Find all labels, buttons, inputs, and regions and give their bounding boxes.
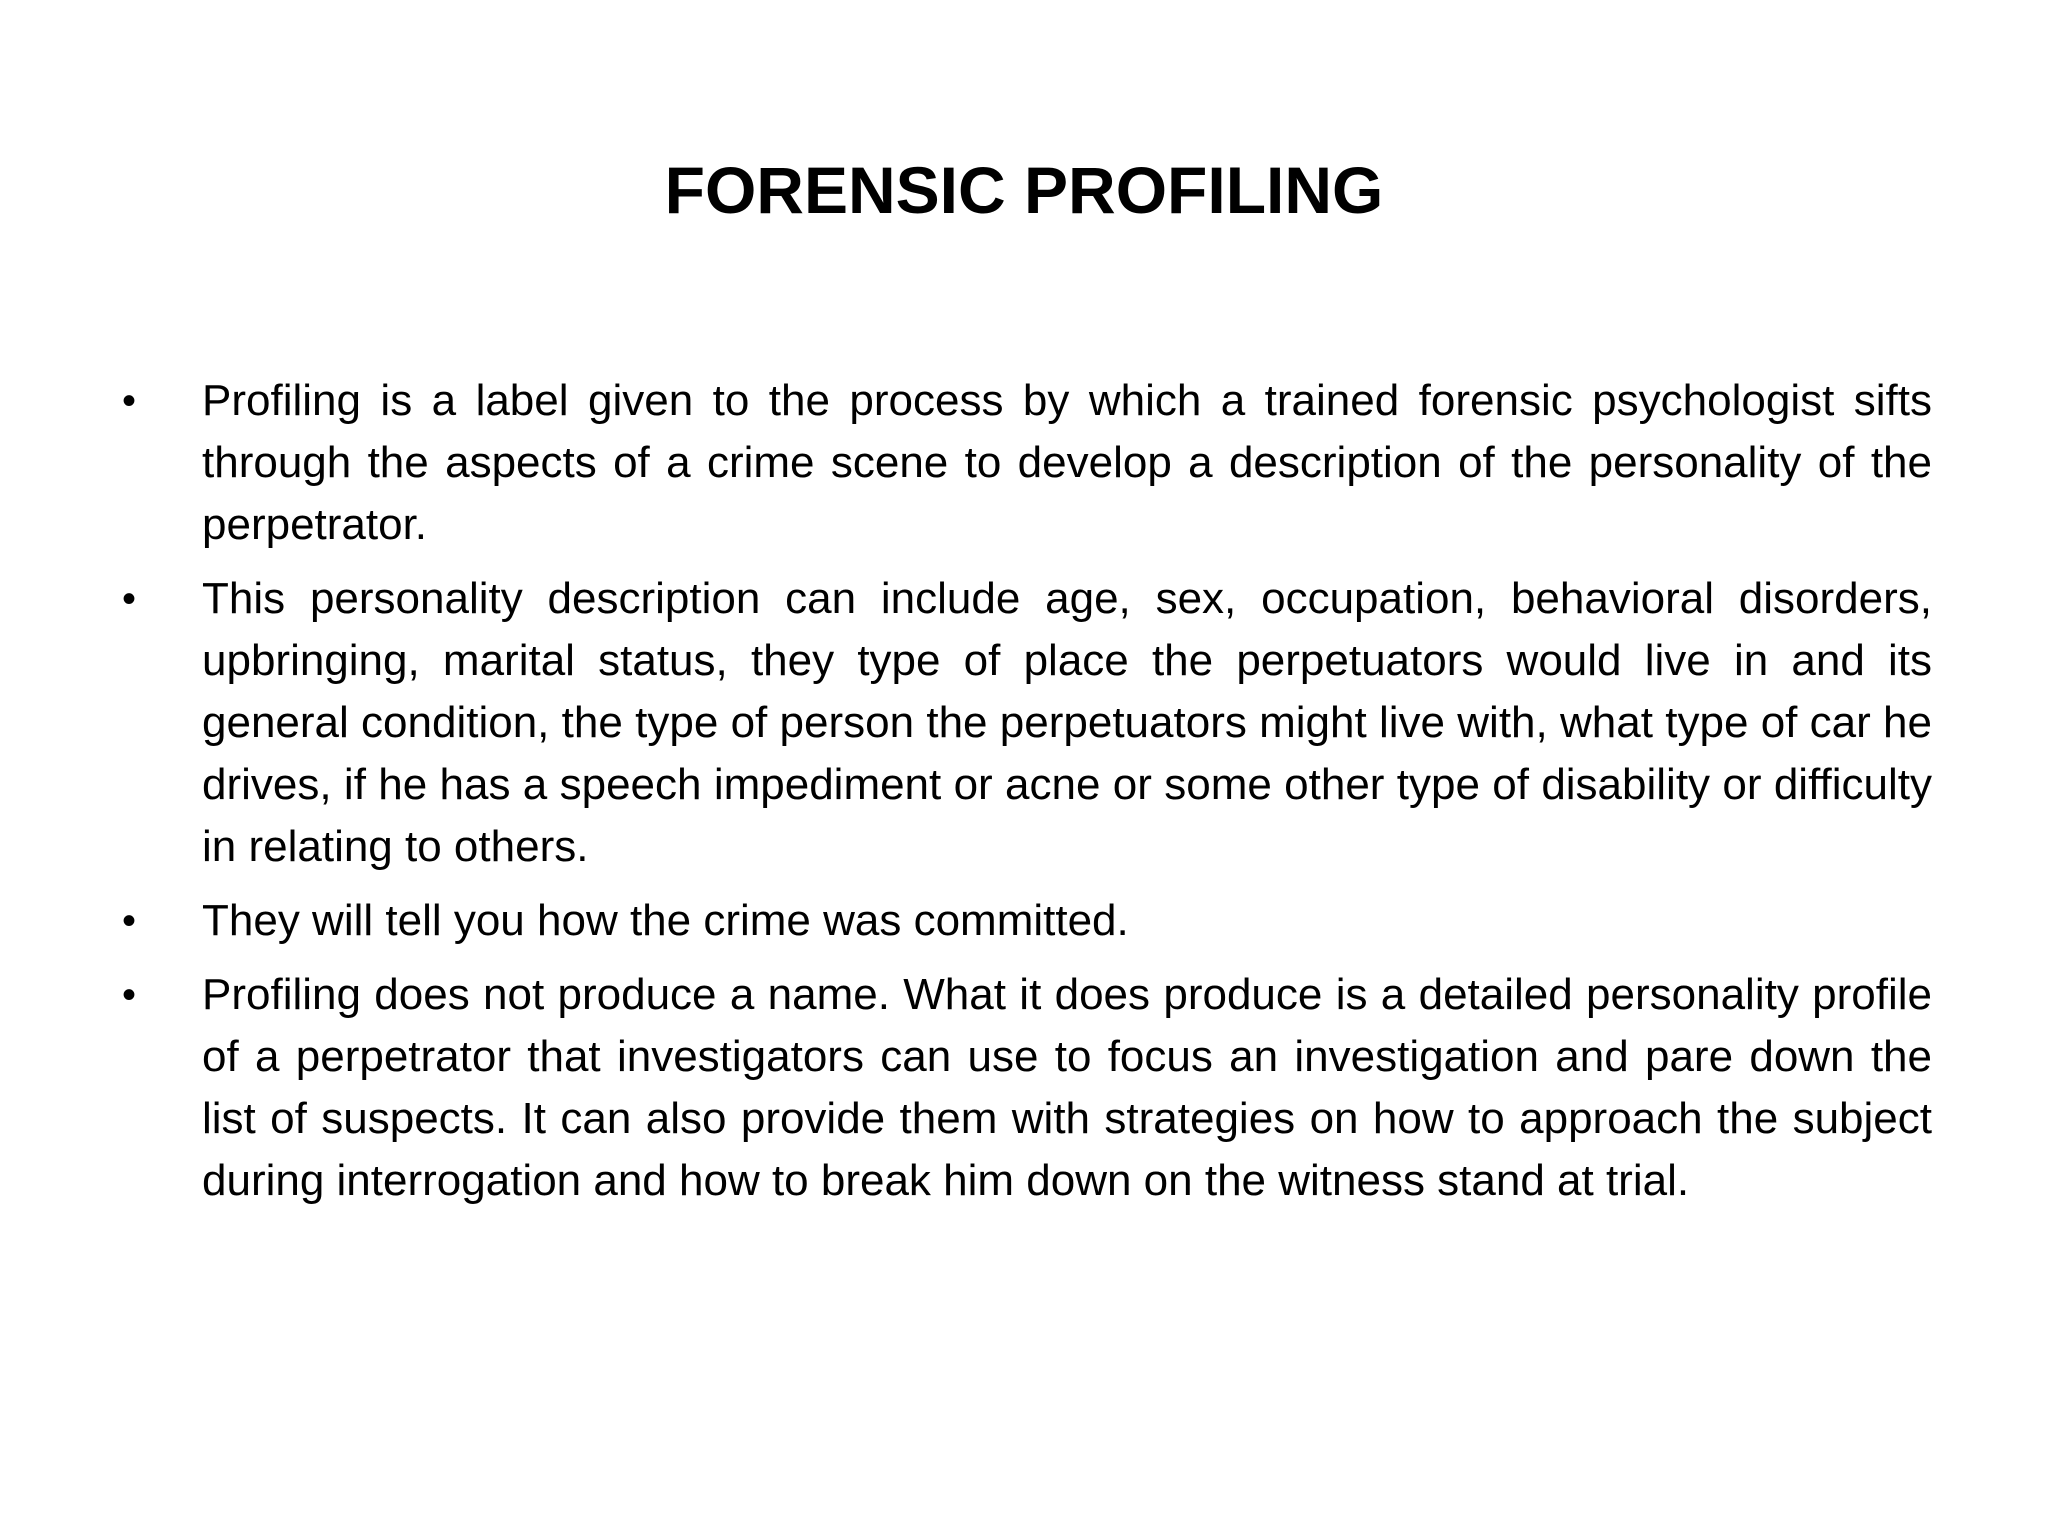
bullet-list xyxy=(122,370,1932,1224)
bullet-icon: • xyxy=(122,973,137,1017)
bullet-icon: • xyxy=(122,379,137,423)
bullet-item xyxy=(122,568,1932,878)
bullet-icon: • xyxy=(122,577,137,621)
bullet-text: Profiling does not produce a name. What it does produce is a detailed personality profile of a perpetrator that investigators can use to focus an investigation and pare down the list of suspects. It can also provide them with strategies on how to approach the subject during interrogation and how to break him down on the witness stand at trial. xyxy=(202,970,1932,1205)
bullet-item xyxy=(122,964,1932,1212)
bullet-text: They will tell you how the crime was committed. xyxy=(202,896,1129,945)
bullet-item xyxy=(122,890,1932,952)
bullet-icon: • xyxy=(122,899,137,943)
bullet-text: Profiling is a label given to the process by which a trained forensic psychologist sifts through the aspects of a crime scene to develop a description of the personality of the perpetrator. xyxy=(202,376,1932,549)
slide-title: FORENSIC PROFILING xyxy=(664,153,1384,227)
bullet-item xyxy=(122,370,1932,556)
bullet-text: This personality description can include age, sex, occupation, behavioral disorders, upbringing, marital status, they type of place the perpetuators would live in and its general condition, the type of person the perpetuators might live with, what type of car he drives, if he has a speech impediment or acne or some other type of disability or difficulty in relating to others. xyxy=(202,574,1932,871)
